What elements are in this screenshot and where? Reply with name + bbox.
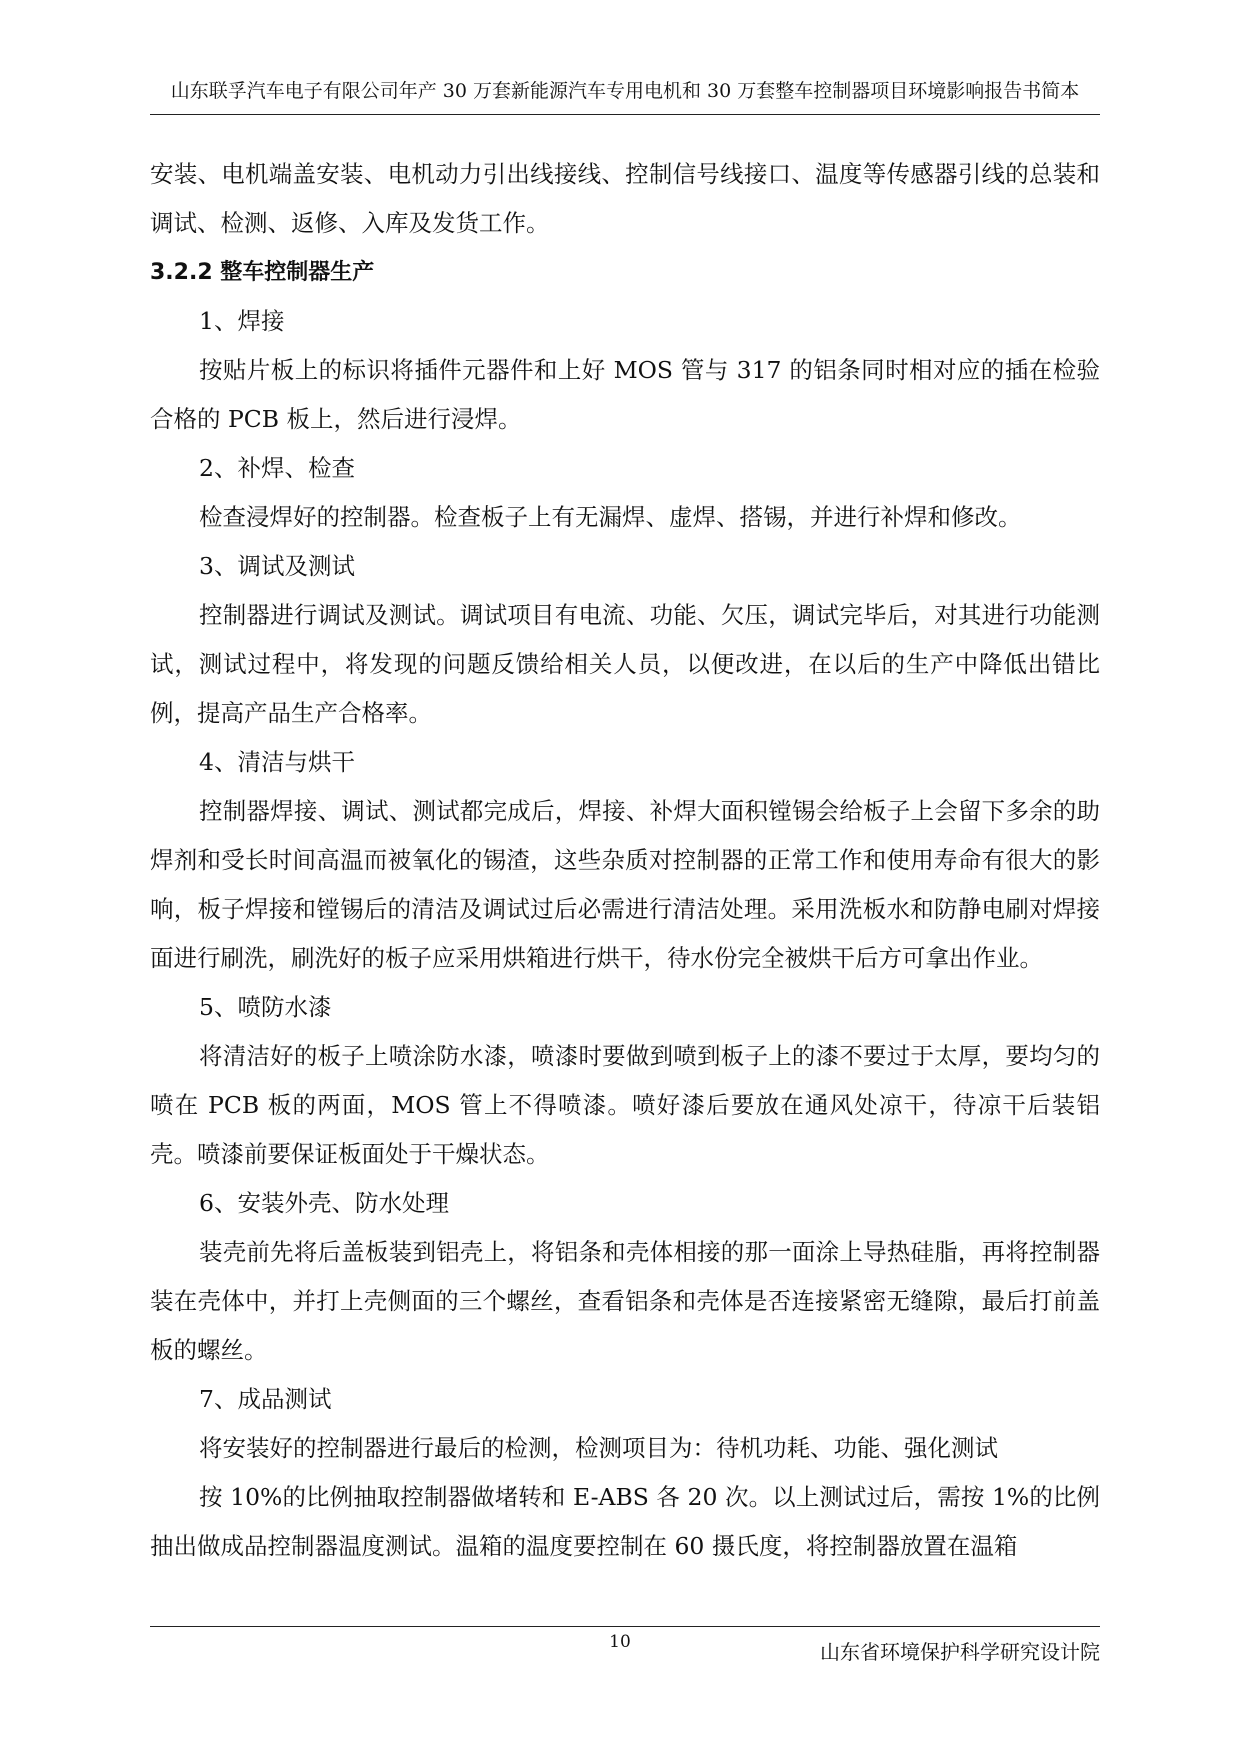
section-heading: 3.2.2 整车控制器生产 — [150, 260, 375, 285]
header-rule — [150, 114, 1100, 115]
step-heading: 3、调试及测试 — [199, 552, 355, 580]
paragraph: 将清洁好的板子上喷涂防水漆，喷漆时要做到喷到板子上的漆不要过于太厚，要均匀的喷在 PCB 板的两面，MOS 管上不得喷漆。喷好漆后要放在通风处凉干，待凉干后装铝壳。喷漆前要保证板面处于干燥状态。 — [150, 1042, 1100, 1168]
paragraph: 控制器焊接、调试、测试都完成后，焊接、补焊大面积镗锡会给板子上会留下多余的助焊剂和受长时间高温而被氧化的锡渣，这些杂质对控制器的正常工作和使用寿命有很大的影响，板子焊接和镗锡后的清洁及调试过后必需进行清洁处理。采用洗板水和防静电刷对焊接面进行刷洗，刷洗好的板子应采用烘箱进行烘干，待水份完全被烘干后方可拿出作业。 — [150, 797, 1100, 972]
paragraph: 按 10%的比例抽取控制器做堵转和 E-ABS 各 20 次。以上测试过后，需按 1%的比例抽出做成品控制器温度测试。温箱的温度要控制在 60 摄氏度，将控制器放置在温箱 — [150, 1483, 1100, 1560]
paragraph: 安装、电机端盖安装、电机动力引出线接线、控制信号线接口、温度等传感器引线的总装和调试、检测、返修、入库及发货工作。 — [150, 160, 1100, 237]
paragraph: 装壳前先将后盖板装到铝壳上，将铝条和壳体相接的那一面涂上导热硅脂，再将控制器装在壳体中，并打上壳侧面的三个螺丝，查看铝条和壳体是否连接紧密无缝隙，最后打前盖板的螺丝。 — [150, 1238, 1100, 1364]
footer-rule — [150, 1626, 1100, 1627]
paragraph: 按贴片板上的标识将插件元器件和上好 MOS 管与 317 的铝条同时相对应的插在检验合格的 PCB 板上，然后进行浸焊。 — [150, 356, 1100, 433]
page-number: 10 — [609, 1632, 631, 1652]
step-heading: 4、清洁与烘干 — [199, 748, 355, 776]
step-heading: 5、喷防水漆 — [199, 993, 332, 1021]
paragraph: 检查浸焊好的控制器。检查板子上有无漏焊、虚焊、搭锡，并进行补焊和修改。 — [199, 503, 1022, 531]
step-heading: 7、成品测试 — [199, 1385, 332, 1413]
paragraph: 控制器进行调试及测试。调试项目有电流、功能、欠压，调试完毕后，对其进行功能测试，测试过程中，将发现的问题反馈给相关人员，以便改进，在以后的生产中降低出错比例，提高产品生产合格率。 — [150, 601, 1100, 727]
paragraph: 将安装好的控制器进行最后的检测，检测项目为：待机功耗、功能、强化测试 — [199, 1434, 998, 1462]
step-heading: 1、焊接 — [199, 307, 285, 335]
step-heading: 6、安装外壳、防水处理 — [199, 1189, 449, 1217]
footer-organization: 山东省环境保护科学研究设计院 — [820, 1640, 1100, 1664]
document-body — [150, 150, 1100, 1571]
running-header: 山东联孚汽车电子有限公司年产 30 万套新能源汽车专用电机和 30 万套整车控制器项目环境影响报告书简本 — [170, 80, 1080, 102]
step-heading: 2、补焊、检查 — [199, 454, 355, 482]
